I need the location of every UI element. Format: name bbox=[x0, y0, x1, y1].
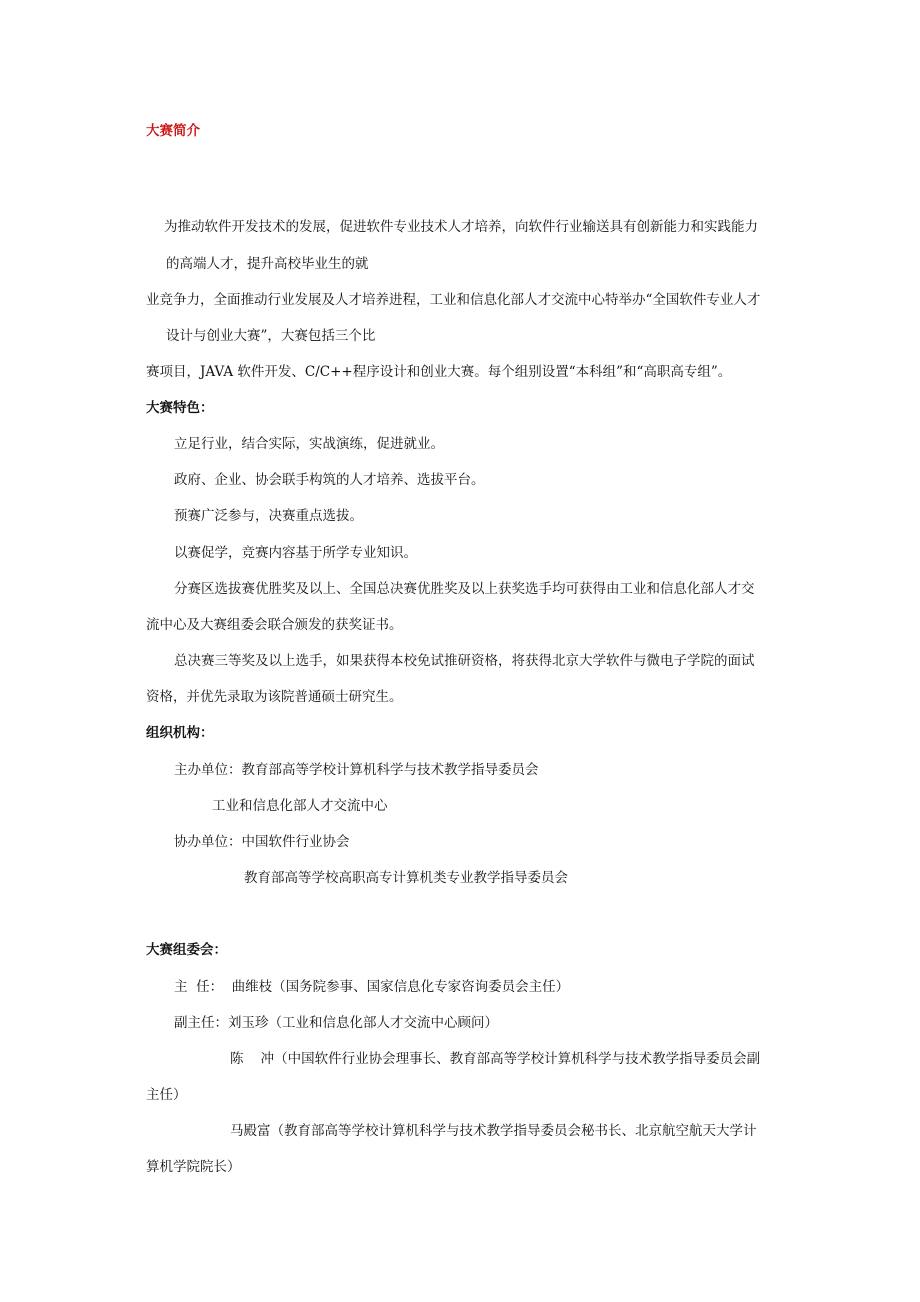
committee-line: 马殿富（教育部高等学校计算机科学与技术教学指导委员会秘书长、北京航空航天大学计 bbox=[230, 1123, 757, 1139]
organization-line: 工业和信息化部人才交流中心 bbox=[212, 798, 388, 814]
organization-line: 主办单位：教育部高等学校计算机科学与技术教学指导委员会 bbox=[174, 762, 539, 778]
organization-heading: 组织机构： bbox=[146, 725, 214, 741]
feature-line: 资格，并优先录取为该院普通硕士研究生。 bbox=[146, 689, 403, 705]
feature-line: 流中心及大赛组委会联合颁发的获奖证书。 bbox=[146, 617, 403, 633]
committee-line: 算机学院院长） bbox=[146, 1159, 241, 1175]
intro-line: 赛项目，JAVA 软件开发、C/C++程序设计和创业大赛。每个组别设置“本科组”和“高职高专组”。 bbox=[146, 364, 732, 380]
organization-line: 协办单位：中国软件行业协会 bbox=[174, 834, 350, 850]
features-heading: 大赛特色： bbox=[146, 400, 214, 416]
intro-line: 设计与创业大赛”，大赛包括三个比 bbox=[166, 328, 376, 344]
feature-line: 立足行业，结合实际，实战演练，促进就业。 bbox=[174, 436, 444, 452]
page-title: 大赛简介 bbox=[146, 123, 200, 139]
feature-line: 以赛促学，竞赛内容基于所学专业知识。 bbox=[174, 545, 417, 561]
intro-line: 业竞争力，全面推动行业发展及人才培养进程，工业和信息化部人才交流中心特举办“全国软件专业人才 bbox=[146, 292, 761, 308]
organization-line: 教育部高等学校高职高专计算机类专业教学指导委员会 bbox=[244, 870, 568, 886]
intro-line: 的高端人才，提升高校毕业生的就 bbox=[166, 256, 369, 272]
committee-line: 副主任：刘玉珍（工业和信息化部人才交流中心顾问） bbox=[174, 1015, 498, 1031]
committee-line: 陈 冲（中国软件行业协会理事长、教育部高等学校计算机科学与技术教学指导委员会副 bbox=[230, 1051, 761, 1067]
feature-line: 预赛广泛参与，决赛重点选拔。 bbox=[174, 508, 363, 524]
feature-line: 分赛区选拔赛优胜奖及以上、全国总决赛优胜奖及以上获奖选手均可获得由工业和信息化部人才交 bbox=[174, 581, 755, 597]
feature-line: 总决赛三等奖及以上选手，如果获得本校免试推研资格，将获得北京大学软件与微电子学院的面试 bbox=[174, 653, 755, 669]
committee-line: 主任） bbox=[146, 1087, 187, 1103]
committee-heading: 大赛组委会： bbox=[146, 942, 227, 958]
intro-line: 为推动软件开发技术的发展，促进软件专业技术人才培养，向软件行业输送具有创新能力和实践能力 bbox=[164, 219, 758, 235]
committee-line: 主 任： 曲维枝（国务院参事、国家信息化专家咨询委员会主任） bbox=[174, 979, 570, 995]
feature-line: 政府、企业、协会联手构筑的人才培养、选拔平台。 bbox=[174, 472, 485, 488]
